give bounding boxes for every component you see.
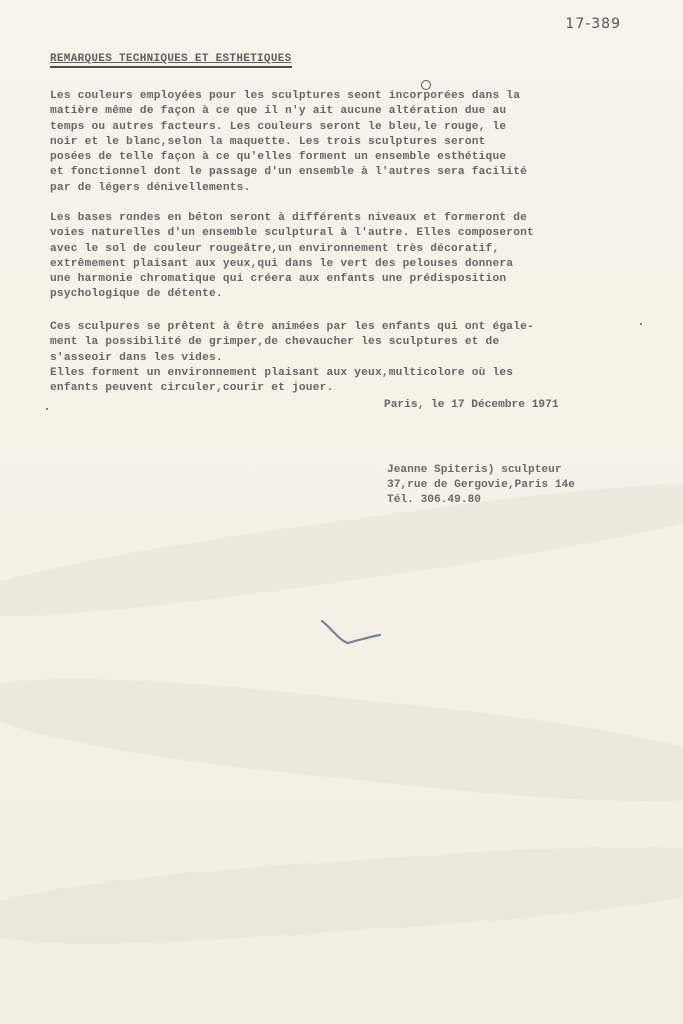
signature-address: 37,rue de Gergovie,Paris 14e (387, 479, 575, 491)
ink-dot (46, 408, 48, 410)
text-line: Elles forment un environnement plaisant aux yeux,multicolore où les (50, 366, 514, 379)
text-line: s'asseoir dans les vides. (50, 351, 223, 364)
text-line: extrêmement plaisant aux yeux,qui dans le vert des pelouses donnera (50, 257, 514, 270)
document-heading: REMARQUES TECHNIQUES ET ESTHETIQUES (50, 53, 292, 68)
paragraph-colors (50, 89, 640, 196)
text-line: et fonctionnel dont le passage d'un ensemble à l'autres sera facilité (50, 166, 528, 179)
text-line: enfants peuvent circuler,courir et jouer. (50, 382, 334, 395)
text-line: avec le sol de couleur rougeâtre,un environnement très décoratif, (50, 242, 500, 255)
text-line: une harmonie chromatique qui créera aux enfants une prédisposition (50, 273, 507, 286)
ink-dot (640, 323, 642, 325)
text-line: noir et le blanc,selon la maquette. Les trois sculptures seront (50, 135, 486, 148)
text-line: par de légers dénivellements. (50, 181, 251, 194)
pen-stroke-mark (318, 615, 388, 650)
signature-phone: Tél. 306.49.80 (387, 494, 481, 506)
text-line: Ces sculpures se prêtent à être animées par les enfants qui ont égale- (50, 321, 534, 333)
text-line: matière même de façon à ce que il n'y ait aucune altération due au (50, 105, 507, 118)
paragraph-children (50, 320, 640, 396)
text-line: ment la possibilité de grimper,de chevaucher les sculptures et de (50, 336, 500, 349)
signature-block (387, 463, 575, 508)
signature-name: Jeanne Spiteris) sculpteur (387, 464, 562, 476)
date-line: Paris, le 17 Décembre 1971 (384, 399, 559, 411)
text-line: Les bases rondes en béton seront à différents niveaux et formeront de (50, 212, 528, 224)
paragraph-bases (50, 211, 640, 303)
text-line: psychologique de détente. (50, 288, 223, 301)
page-number: 17-389 (565, 16, 621, 32)
text-line: posées de telle façon à ce qu'elles forment un ensemble esthétique (50, 151, 507, 164)
text-line: Les couleurs employées pour les sculptures seont incorporées dans la (50, 90, 521, 102)
text-line: voies naturelles d'un ensemble sculptural à l'autre. Elles composeront (50, 227, 534, 240)
text-line: temps ou autres facteurs. Les couleurs seront le bleu,le rouge, le (50, 120, 507, 133)
